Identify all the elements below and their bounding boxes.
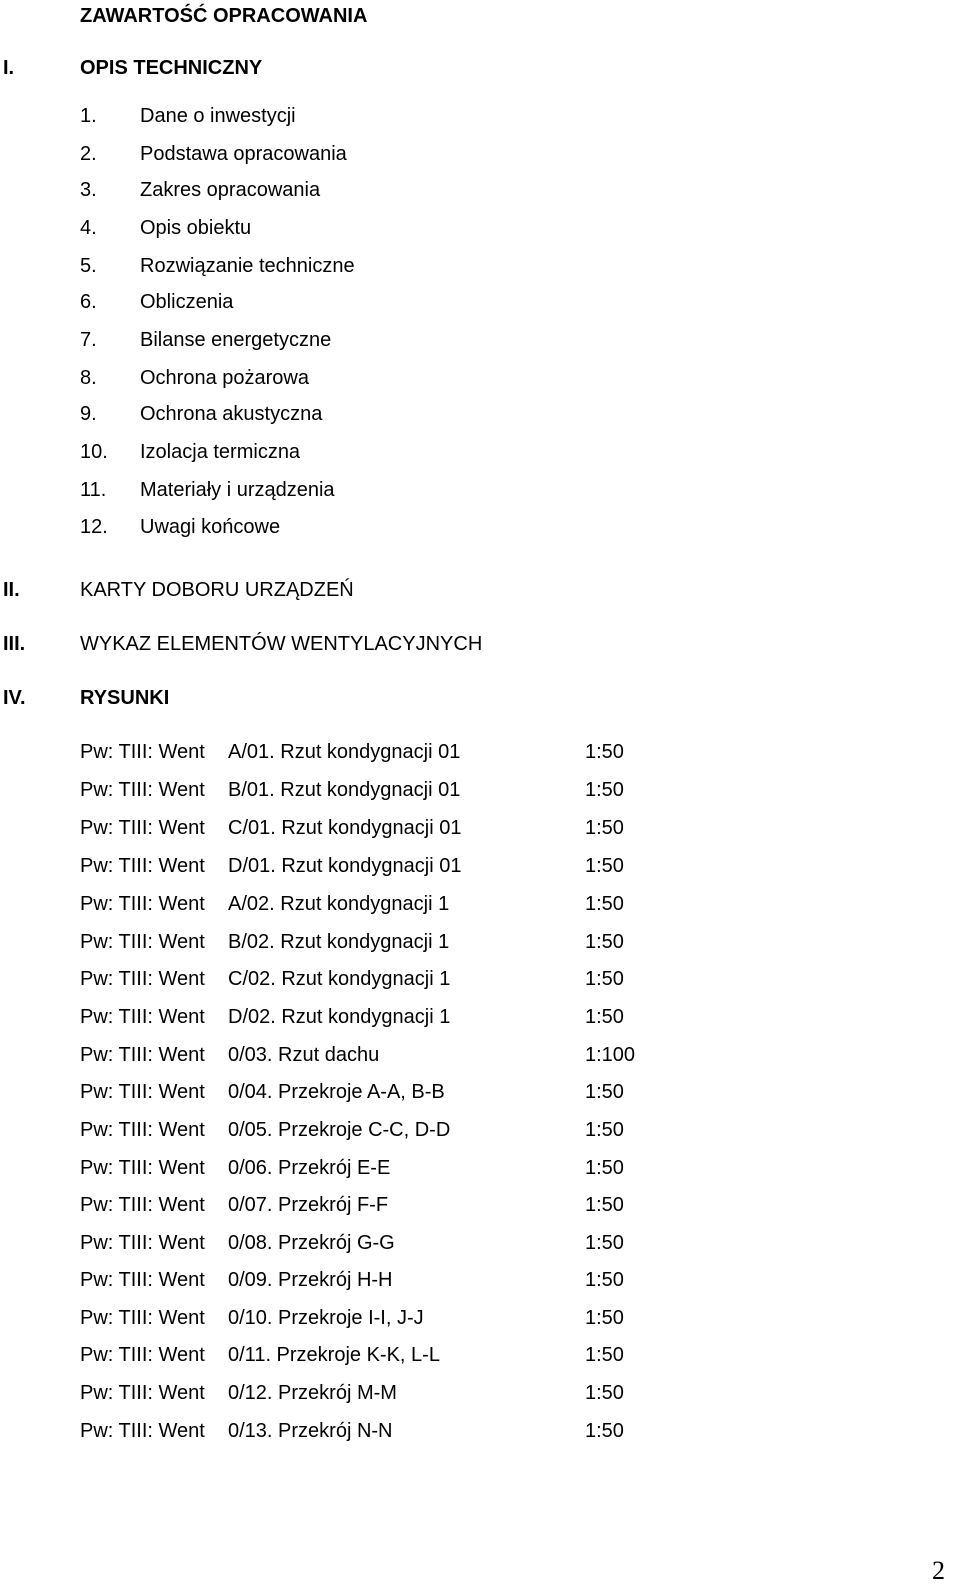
drawing-prefix: Pw: TIII: Went (80, 968, 205, 990)
section-numeral-2: II. (3, 579, 20, 601)
drawing-scale: 1:50 (585, 968, 624, 990)
drawing-prefix: Pw: TIII: Went (80, 1194, 205, 1216)
drawing-title: 0/06. Przekrój E-E (228, 1157, 391, 1179)
opis-item-text: Rozwiązanie techniczne (140, 255, 355, 277)
opis-item-number: 4. (80, 217, 97, 239)
opis-item-number: 8. (80, 367, 97, 389)
opis-item-number: 12. (80, 516, 108, 538)
drawing-prefix: Pw: TIII: Went (80, 1044, 205, 1066)
opis-item-text: Bilanse energetyczne (140, 329, 332, 351)
drawing-title: 0/12. Przekrój M-M (228, 1382, 397, 1404)
opis-item-text: Opis obiektu (140, 217, 252, 239)
drawing-scale: 1:50 (585, 1194, 624, 1216)
section-numeral-1: I. (3, 57, 15, 79)
opis-item-number: 7. (80, 329, 97, 351)
drawing-title: B/01. Rzut kondygnacji 01 (228, 779, 461, 801)
opis-item-text: Ochrona akustyczna (140, 403, 323, 425)
drawing-title: C/01. Rzut kondygnacji 01 (228, 817, 462, 839)
opis-item-number: 2. (80, 143, 97, 165)
section-heading-wykaz: WYKAZ ELEMENTÓW WENTYLACYJNYCH (80, 633, 483, 655)
drawing-title: 0/11. Przekroje K-K, L-L (228, 1344, 440, 1366)
drawing-title: A/01. Rzut kondygnacji 01 (228, 741, 461, 763)
drawing-scale: 1:50 (585, 931, 624, 953)
drawing-title: C/02. Rzut kondygnacji 1 (228, 968, 451, 990)
section-heading-karty: KARTY DOBORU URZĄDZEŃ (80, 579, 354, 601)
drawing-title: 0/05. Przekroje C-C, D-D (228, 1119, 451, 1141)
opis-item-text: Izolacja termiczna (140, 441, 301, 463)
drawing-title: 0/07. Przekrój F-F (228, 1194, 389, 1216)
drawing-prefix: Pw: TIII: Went (80, 1307, 205, 1329)
opis-item-number: 5. (80, 255, 97, 277)
drawing-scale: 1:50 (585, 779, 624, 801)
drawing-scale: 1:50 (585, 1382, 624, 1404)
drawing-scale: 1:50 (585, 1307, 624, 1329)
opis-item-text: Dane o inwestycji (140, 105, 296, 127)
drawing-prefix: Pw: TIII: Went (80, 893, 205, 915)
drawing-prefix: Pw: TIII: Went (80, 1382, 205, 1404)
opis-item-number: 9. (80, 403, 97, 425)
drawing-prefix: Pw: TIII: Went (80, 741, 205, 763)
opis-item-text: Ochrona pożarowa (140, 367, 309, 389)
drawing-prefix: Pw: TIII: Went (80, 1232, 205, 1254)
drawing-prefix: Pw: TIII: Went (80, 931, 205, 953)
drawing-scale: 1:50 (585, 1006, 624, 1028)
drawing-scale: 1:50 (585, 893, 624, 915)
opis-item-number: 10. (80, 441, 108, 463)
drawing-prefix: Pw: TIII: Went (80, 817, 205, 839)
drawing-scale: 1:50 (585, 1269, 624, 1291)
drawing-scale: 1:50 (585, 1157, 624, 1179)
section-numeral-3: III. (3, 633, 26, 655)
drawing-title: D/02. Rzut kondygnacji 1 (228, 1006, 451, 1028)
section-numeral-4: IV. (3, 687, 26, 709)
drawing-prefix: Pw: TIII: Went (80, 1081, 205, 1103)
drawing-title: 0/04. Przekroje A-A, B-B (228, 1081, 445, 1103)
drawing-prefix: Pw: TIII: Went (80, 1420, 205, 1442)
drawing-scale: 1:50 (585, 1232, 624, 1254)
drawing-prefix: Pw: TIII: Went (80, 855, 205, 877)
drawing-title: D/01. Rzut kondygnacji 01 (228, 855, 462, 877)
opis-item-text: Obliczenia (140, 291, 234, 313)
opis-item-text: Podstawa opracowania (140, 143, 347, 165)
drawing-title: 0/08. Przekrój G-G (228, 1232, 395, 1254)
drawing-scale: 1:50 (585, 1344, 624, 1366)
document-title: ZAWARTOŚĆ OPRACOWANIA (80, 5, 368, 27)
section-heading-opis: OPIS TECHNICZNY (80, 57, 263, 79)
drawing-prefix: Pw: TIII: Went (80, 1157, 205, 1179)
drawing-scale: 1:50 (585, 741, 624, 763)
drawing-title: 0/03. Rzut dachu (228, 1044, 380, 1066)
drawing-prefix: Pw: TIII: Went (80, 1006, 205, 1028)
drawing-title: B/02. Rzut kondygnacji 1 (228, 931, 450, 953)
drawing-scale: 1:50 (585, 1081, 624, 1103)
opis-item-text: Zakres opracowania (140, 179, 321, 201)
drawing-title: 0/13. Przekrój N-N (228, 1420, 393, 1442)
opis-item-text: Materiały i urządzenia (140, 479, 335, 501)
drawing-title: 0/09. Przekrój H-H (228, 1269, 393, 1291)
opis-item-number: 11. (80, 479, 107, 501)
drawing-scale: 1:50 (585, 1119, 624, 1141)
section-heading-rysunki: RYSUNKI (80, 687, 170, 709)
drawing-scale: 1:50 (585, 817, 624, 839)
drawing-prefix: Pw: TIII: Went (80, 1344, 205, 1366)
drawing-scale: 1:50 (585, 855, 624, 877)
opis-item-number: 3. (80, 179, 97, 201)
drawing-prefix: Pw: TIII: Went (80, 779, 205, 801)
drawing-scale: 1:50 (585, 1420, 624, 1442)
page-number: 2 (932, 1556, 945, 1585)
drawing-title: 0/10. Przekroje I-I, J-J (228, 1307, 424, 1329)
opis-item-text: Uwagi końcowe (140, 516, 281, 538)
drawing-prefix: Pw: TIII: Went (80, 1269, 205, 1291)
opis-item-number: 6. (80, 291, 97, 313)
opis-item-number: 1. (80, 105, 97, 127)
drawing-scale: 1:100 (585, 1044, 636, 1066)
drawing-prefix: Pw: TIII: Went (80, 1119, 205, 1141)
drawing-title: A/02. Rzut kondygnacji 1 (228, 893, 450, 915)
